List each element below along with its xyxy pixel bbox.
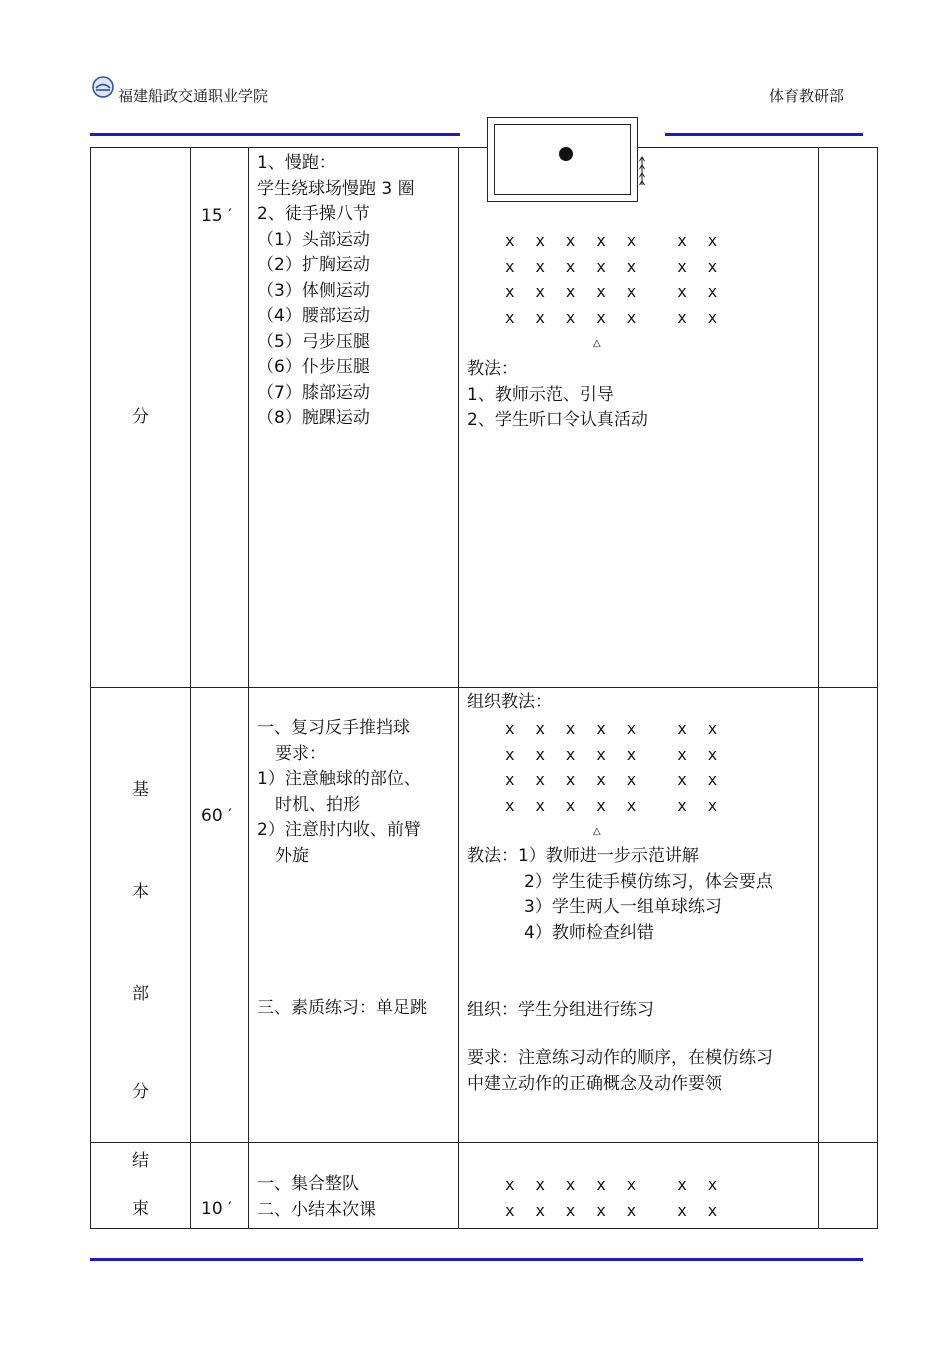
method-line: 3）学生两人一组单球练习 <box>524 897 722 917</box>
method-cell <box>459 148 819 688</box>
formation-row: x x x x x x x <box>505 744 718 764</box>
content-line: （8）腕踝运动 <box>257 408 370 428</box>
content-line: （5）弓步压腿 <box>257 331 370 352</box>
department-name: 体育教研部 <box>768 87 844 105</box>
time-label: 60 ′ <box>201 806 232 826</box>
content-line: （7）膝部运动 <box>257 382 370 403</box>
teacher-position-icon: △ <box>593 338 601 349</box>
content-line: 学生绕球场慢跑 3 圈 <box>257 178 415 199</box>
phase-cell <box>91 148 191 688</box>
formation-row: x x x x x x x <box>505 795 718 815</box>
content-line: （1）头部运动 <box>257 229 370 250</box>
method-line: 教法：1）教师进一步示范讲解 <box>467 846 699 866</box>
content-line: 一、复习反手推挡球 <box>257 718 410 738</box>
content-line: 三、素质练习：单足跳 <box>257 998 427 1018</box>
phase-label: 分 <box>132 1082 149 1102</box>
content-line: 要求： <box>275 743 326 764</box>
content-line: 1）注意触球的部位、 <box>257 769 421 789</box>
content-line: 二、小结本次课 <box>257 1199 376 1220</box>
school-name: 福建船政交通职业学院 <box>118 87 269 105</box>
time-label: 10 ′ <box>201 1199 232 1219</box>
note-cell <box>819 1143 878 1229</box>
method-line: 2）学生徒手模仿练习，体会要点 <box>524 871 773 892</box>
formation-row: x x x x x x x <box>505 282 718 301</box>
formation-row: x x x x x x x <box>505 1200 718 1220</box>
method-cell <box>459 688 819 1143</box>
table-row-end <box>91 1143 878 1229</box>
method-line: 2、学生听口令认真活动 <box>467 410 648 430</box>
table-row-warmup <box>91 148 878 688</box>
content-line: （6）仆步压腿 <box>257 357 370 377</box>
running-direction-arrows-icon <box>638 155 646 187</box>
method-line: 要求：注意练习动作的顺序，在模仿练习 <box>467 1048 773 1068</box>
table-row-main <box>91 688 878 1143</box>
content-line: （3）体侧运动 <box>257 280 370 301</box>
footer-rule <box>90 1258 863 1261</box>
method-line: 4）教师检查纠错 <box>524 922 654 943</box>
method-line: 中建立动作的正确概念及动作要领 <box>467 1073 722 1094</box>
content-line: 一、集合整队 <box>257 1174 359 1194</box>
phase-label: 基 <box>132 780 149 800</box>
time-cell <box>191 688 249 1143</box>
method-line: 1、教师示范、引导 <box>467 384 614 405</box>
method-line: 组织：学生分组进行练习 <box>467 1000 654 1020</box>
content-line: （2）扩胸运动 <box>257 255 370 275</box>
school-logo-icon <box>92 76 114 98</box>
content-line: 1、慢跑： <box>257 153 336 173</box>
time-cell <box>191 1143 249 1229</box>
content-line: 2、徒手操八节 <box>257 204 370 224</box>
student-formation <box>505 716 718 818</box>
method-title: 组织教法： <box>467 692 552 712</box>
teacher-position-icon: △ <box>593 826 601 837</box>
time-cell <box>191 148 249 688</box>
lesson-plan-table <box>90 147 878 1229</box>
phase-label: 部 <box>132 984 149 1004</box>
formation-row: x x x x x x x <box>505 770 718 789</box>
phase-label: 束 <box>132 1199 149 1219</box>
formation-row: x x x x x x x <box>505 231 718 250</box>
time-label: 15 ′ <box>201 206 232 226</box>
content-line: 时机、拍形 <box>275 794 360 815</box>
phase-label: 分 <box>132 406 149 427</box>
phase-label: 结 <box>132 1151 149 1171</box>
content-cell <box>249 688 459 1143</box>
content-line: 2）注意肘内收、前臂 <box>257 820 421 840</box>
header-rule-left <box>90 133 460 136</box>
header-rule-right <box>665 133 863 136</box>
phase-cell <box>91 688 191 1143</box>
phase-label: 本 <box>132 882 149 902</box>
method-line: 教法： <box>467 359 518 379</box>
student-formation <box>505 1172 718 1223</box>
method-cell <box>459 1143 819 1229</box>
content-line: 外旋 <box>275 845 309 866</box>
formation-row: x x x x x x x <box>505 719 718 738</box>
formation-row: x x x x x x x <box>505 307 718 327</box>
student-formation <box>505 228 718 330</box>
court-diagram <box>487 117 638 202</box>
content-cell <box>249 148 459 688</box>
content-line: （4）腰部运动 <box>257 306 370 326</box>
ball-icon <box>559 147 573 161</box>
note-cell <box>819 688 878 1143</box>
court-boundary <box>494 124 631 195</box>
note-cell <box>819 148 878 688</box>
formation-row: x x x x x x x <box>505 1175 718 1194</box>
formation-row: x x x x x x x <box>505 256 718 276</box>
phase-cell <box>91 1143 191 1229</box>
content-cell <box>249 1143 459 1229</box>
